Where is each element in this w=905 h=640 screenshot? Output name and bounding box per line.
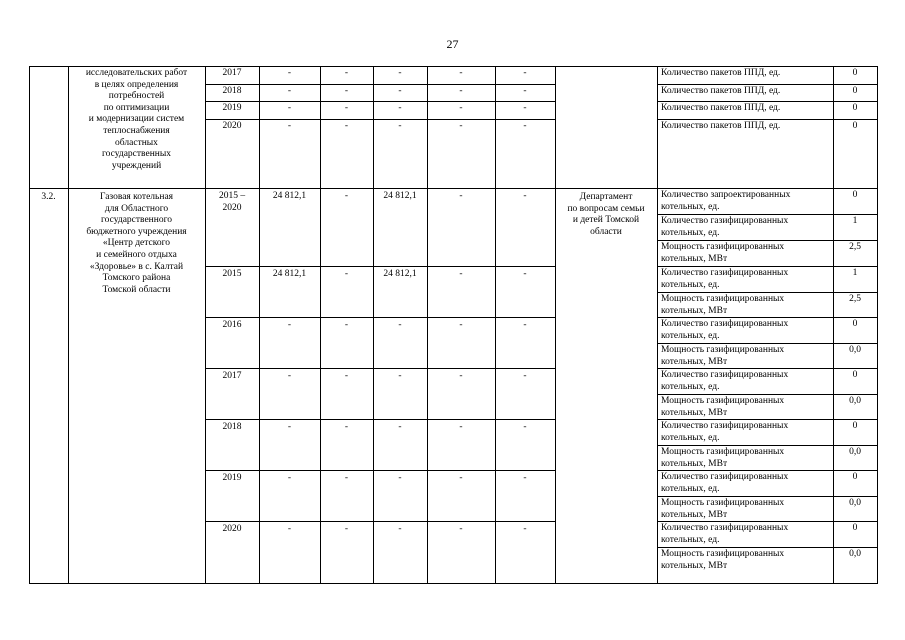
activity-title-line: «Здоровье» в с. Калтай	[89, 261, 184, 272]
executor-line: по вопросам семьи	[567, 203, 645, 214]
funding-cell: -	[344, 269, 349, 279]
indicator-name: Количество газифицированных котельных, ед.	[661, 268, 789, 290]
indicator-value: 0	[852, 68, 858, 78]
funding-cell: -	[523, 86, 527, 96]
funding-cell: -	[287, 103, 292, 113]
row-border	[657, 119, 878, 120]
funding-cell: -	[459, 103, 463, 113]
activity-title-line: «Центр детского	[102, 238, 171, 249]
year-cell: 2018	[222, 422, 242, 432]
row-border	[205, 119, 556, 120]
funding-cell: -	[287, 422, 292, 432]
column-border	[68, 66, 69, 584]
page-number: 27	[446, 37, 459, 51]
funding-cell: -	[344, 473, 349, 483]
activity-title-line: бюджетного учреждения	[86, 226, 187, 237]
indicator-border	[657, 266, 878, 267]
row-border	[657, 84, 878, 85]
indicator-border	[657, 292, 878, 293]
funding-cell: -	[344, 191, 349, 201]
indicator-name: Количество пакетов ППД, ед.	[661, 86, 781, 96]
row-border	[205, 470, 556, 471]
indicator-value: 0	[852, 319, 858, 329]
row-border	[205, 84, 556, 85]
activity-number: 3.2.	[41, 192, 56, 202]
row-border	[205, 419, 556, 420]
activity-title-line: и семейного отдыха	[96, 250, 177, 260]
year-cell: 2015	[222, 269, 242, 279]
column-border	[877, 66, 878, 584]
funding-cell: -	[344, 86, 349, 96]
funding-cell: 24 812,1	[272, 269, 307, 279]
activity-title-line: теплоснабжения	[103, 126, 170, 136]
program-table	[29, 66, 877, 583]
indicator-value: 0	[852, 472, 858, 482]
funding-cell: -	[459, 121, 463, 131]
funding-cell: -	[459, 191, 463, 201]
indicator-border	[657, 496, 878, 497]
indicator-name: Количество газифицированных котельных, ед.	[661, 523, 789, 545]
activity-title-line: и модернизации систем	[88, 114, 185, 125]
indicator-name: Количество газифицированных котельных, ед.	[661, 319, 789, 341]
indicator-value: 0	[852, 103, 858, 113]
indicator-name: Мощность газифицированных котельных, МВт	[661, 345, 785, 367]
row-border	[205, 266, 556, 267]
funding-cell: -	[459, 68, 463, 78]
indicator-value: 0	[852, 86, 858, 96]
activity-title-line: учреждений	[111, 160, 162, 171]
indicator-value: 0	[852, 421, 858, 431]
funding-cell: -	[398, 103, 402, 113]
year-cell: 2020	[222, 121, 242, 131]
indicator-value: 0	[852, 190, 858, 200]
activity-title-line: для Областного	[104, 203, 169, 214]
funding-cell: -	[287, 473, 292, 483]
column-border	[657, 66, 658, 584]
funding-cell: -	[523, 524, 527, 534]
row-border	[657, 101, 878, 102]
activity-title-line: Газовая котельная	[99, 192, 174, 202]
indicator-value: 0	[852, 121, 858, 131]
indicator-name: Количество газифицированных котельных, ед.	[661, 472, 789, 494]
indicator-name: Мощность газифицированных котельных, МВт	[661, 447, 785, 469]
activity-title-line: Томской области	[102, 284, 171, 295]
funding-cell: -	[287, 86, 292, 96]
funding-cell: -	[523, 103, 527, 113]
indicator-name: Количество пакетов ППД, ед.	[661, 68, 781, 78]
funding-cell: -	[523, 191, 527, 201]
funding-cell: -	[398, 371, 402, 381]
activity-title-line: областных	[115, 137, 158, 148]
indicator-value: 0,0	[849, 345, 861, 355]
indicator-value: 0,0	[849, 498, 861, 508]
indicator-value: 0,0	[849, 447, 861, 457]
indicator-name: Мощность газифицированных котельных, МВт	[661, 396, 785, 418]
funding-cell: -	[344, 371, 349, 381]
funding-cell: -	[398, 320, 402, 330]
funding-cell: -	[398, 473, 402, 483]
activity-title-line: потребностей	[108, 91, 165, 102]
year-cell: 2017	[222, 68, 242, 78]
column-border	[29, 66, 30, 584]
indicator-value: 0	[852, 523, 858, 533]
funding-cell: -	[523, 473, 527, 483]
table-top-border	[29, 66, 878, 67]
year-cell: 2019	[222, 103, 242, 113]
indicator-border	[657, 394, 878, 395]
indicator-border	[657, 214, 878, 215]
funding-cell: -	[459, 422, 463, 432]
funding-cell: -	[523, 422, 527, 432]
funding-cell: -	[344, 68, 349, 78]
indicator-name: Мощность газифицированных котельных, МВт	[661, 498, 785, 520]
funding-cell: -	[459, 86, 463, 96]
row-border	[205, 101, 556, 102]
year-cell: 2018	[222, 86, 242, 96]
funding-cell: -	[344, 103, 349, 113]
year-cell: 2020	[222, 524, 242, 534]
indicator-name: Мощность газифицированных котельных, МВт	[661, 294, 785, 316]
indicator-name: Количество газифицированных котельных, ед.	[661, 216, 789, 238]
activity-title-line: по оптимизации	[103, 102, 170, 113]
funding-cell: -	[344, 121, 349, 131]
indicator-name: Мощность газифицированных котельных, МВт	[661, 242, 785, 264]
funding-cell: -	[287, 68, 292, 78]
activity-title-line: государственных	[101, 149, 171, 160]
year-cell: 2015 – 2020	[218, 191, 246, 213]
funding-cell: -	[287, 320, 292, 330]
funding-cell: -	[344, 422, 349, 432]
indicator-value: 0	[852, 370, 858, 380]
funding-cell: -	[398, 121, 402, 131]
funding-cell: -	[398, 68, 402, 78]
indicator-name: Количество запроектированных котельных, ед.	[661, 190, 791, 212]
indicator-name: Количество газифицированных котельных, ед.	[661, 421, 789, 443]
indicator-border	[657, 240, 878, 241]
funding-cell: -	[344, 524, 349, 534]
activity-title-line: в целях определения	[94, 79, 179, 90]
funding-cell: -	[459, 524, 463, 534]
executor-line: и детей Томской	[572, 215, 640, 226]
activity-title-line: государственного	[100, 215, 173, 226]
funding-cell: -	[398, 524, 402, 534]
funding-cell: -	[459, 269, 463, 279]
indicator-value: 1	[852, 216, 858, 226]
indicator-border	[657, 445, 878, 446]
activity-title-line: исследовательских работ	[85, 68, 188, 78]
column-border	[555, 66, 556, 584]
row-border	[205, 521, 556, 522]
funding-cell: -	[459, 371, 463, 381]
indicator-value: 1	[852, 268, 858, 278]
funding-cell: -	[398, 86, 402, 96]
indicator-value: 2,5	[849, 294, 861, 304]
funding-cell: -	[287, 121, 292, 131]
indicator-value: 2,5	[849, 242, 861, 252]
funding-cell: -	[523, 371, 527, 381]
funding-cell: -	[523, 68, 527, 78]
funding-cell: -	[459, 473, 463, 483]
group-divider	[29, 188, 878, 189]
funding-cell: -	[523, 269, 527, 279]
row-border	[205, 317, 556, 318]
funding-cell: -	[523, 320, 527, 330]
indicator-value: 0,0	[849, 396, 861, 406]
year-cell: 2016	[222, 320, 242, 330]
year-cell: 2017	[222, 371, 242, 381]
indicator-name: Количество пакетов ППД, ед.	[661, 103, 781, 113]
table-bottom-border	[29, 583, 878, 584]
executor-line: области	[590, 226, 622, 237]
funding-cell: 24 812,1	[383, 191, 417, 201]
indicator-name: Мощность газифицированных котельных, МВт	[661, 549, 785, 571]
funding-cell: 24 812,1	[383, 269, 417, 279]
indicator-value: 0,0	[849, 549, 861, 559]
indicator-border	[657, 547, 878, 548]
funding-cell: -	[459, 320, 463, 330]
funding-cell: 24 812,1	[272, 191, 307, 201]
funding-cell: -	[344, 320, 349, 330]
indicator-border	[657, 343, 878, 344]
activity-title-line: Томского района	[102, 273, 171, 284]
funding-cell: -	[523, 121, 527, 131]
funding-cell: -	[287, 524, 292, 534]
row-border	[205, 368, 556, 369]
indicator-name: Количество газифицированных котельных, ед.	[661, 370, 789, 392]
funding-cell: -	[398, 422, 402, 432]
executor-line: Департамент	[579, 192, 633, 202]
year-cell: 2019	[222, 473, 242, 483]
indicator-name: Количество пакетов ППД, ед.	[661, 121, 781, 131]
funding-cell: -	[287, 371, 292, 381]
